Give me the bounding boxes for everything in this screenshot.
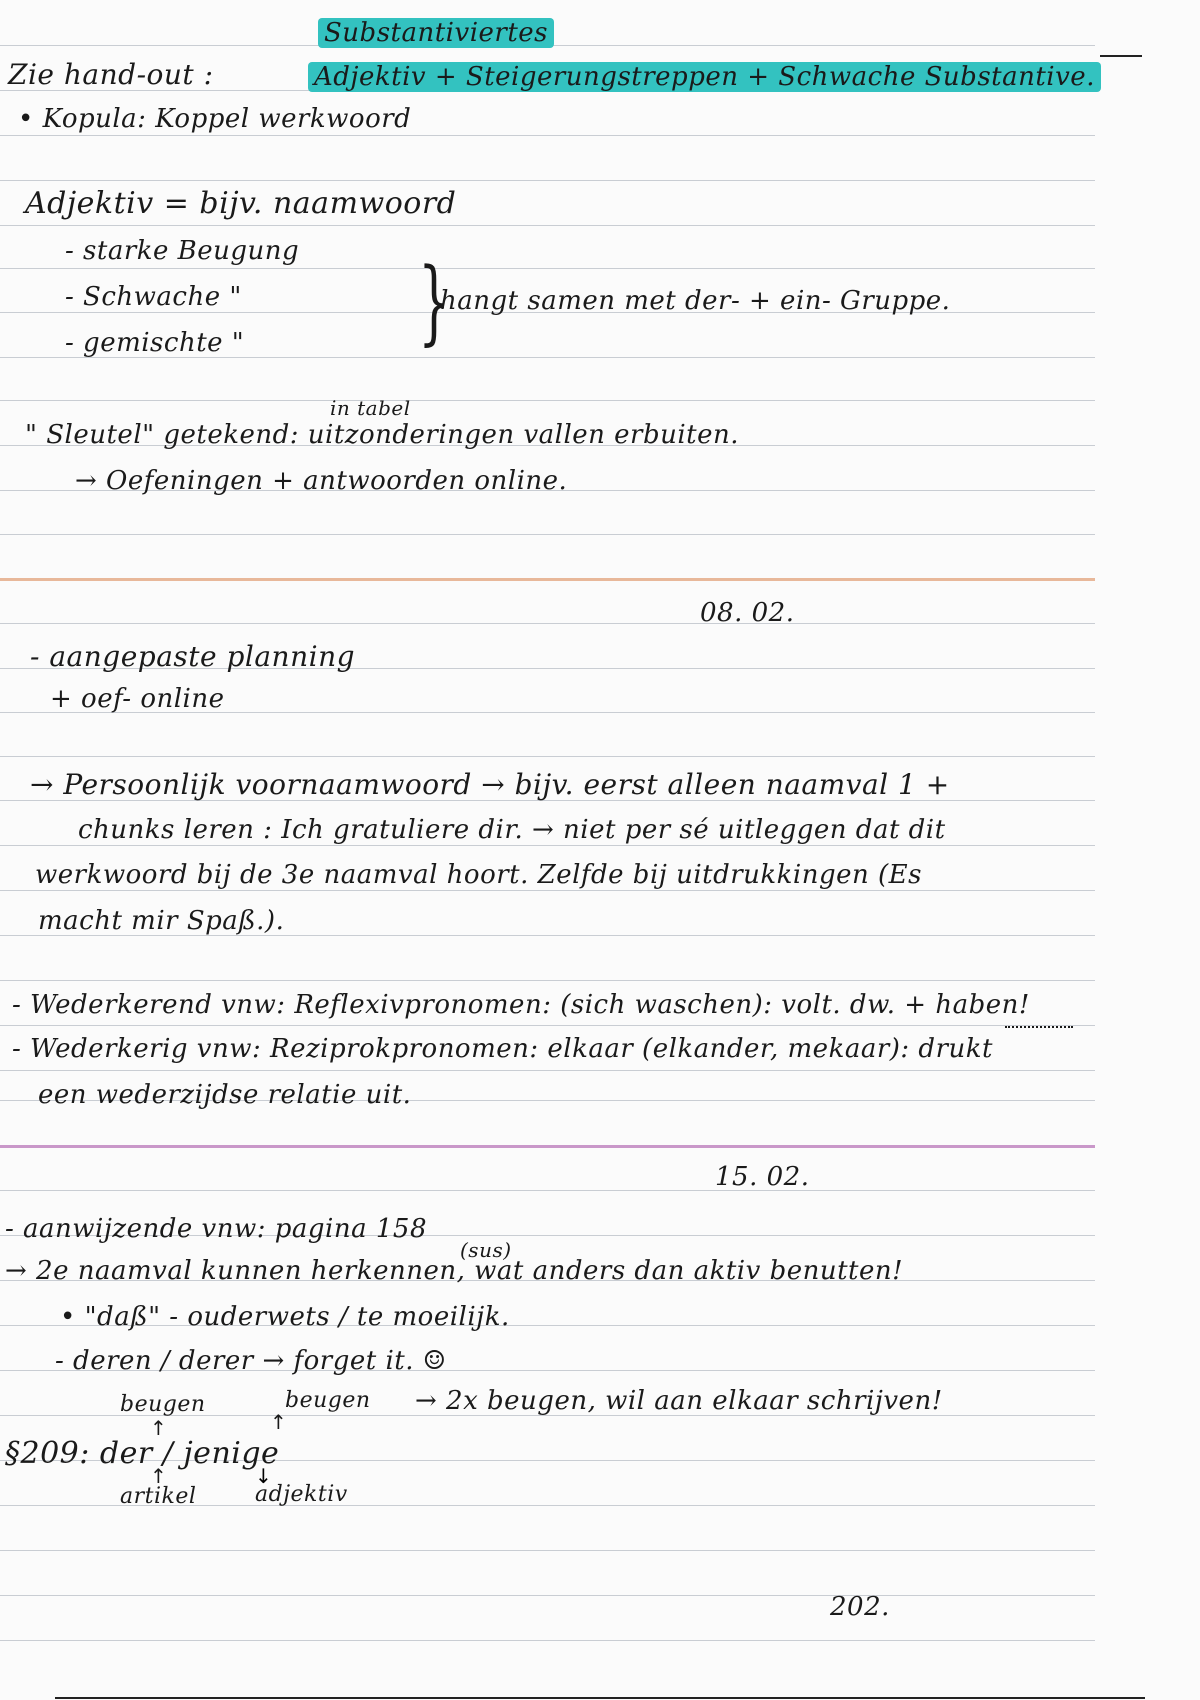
sleutel-line: " Sleutel" getekend: uitzonderingen vallen erbuiten. <box>25 420 740 450</box>
ruled-line <box>0 1190 1095 1191</box>
oefeningen-line: → Oefeningen + antwoorden online. <box>75 466 568 496</box>
ruled-line <box>0 845 1095 846</box>
ruled-line <box>0 623 1095 624</box>
handout-label: Zie hand-out : <box>8 58 214 91</box>
ruled-line <box>0 225 1095 226</box>
deren-line: - deren / derer → forget it. ☺ <box>55 1346 447 1376</box>
haben-underline <box>1005 1020 1073 1028</box>
date-08-02: 08. 02. <box>700 598 795 628</box>
naamval-line: → 2e naamval kunnen herkennen, wat anders dan aktiv benutten! <box>5 1256 904 1286</box>
pers-line-3: werkwoord bij de 3e naamval hoort. Zelfde bij uitdrukkingen (Es <box>35 860 922 890</box>
adjektiv-item-schwache: - Schwache " <box>65 282 242 312</box>
dass-line: • "daß" - ouderwets / te moeilijk. <box>60 1302 510 1332</box>
date-15-02: 15. 02. <box>715 1162 810 1192</box>
margin-mark <box>1100 55 1142 57</box>
pers-line-4: macht mir Spaß.). <box>38 906 285 936</box>
bottom-rule <box>55 1697 1145 1699</box>
ruled-line <box>0 1025 1095 1026</box>
adjektiv-item-gemischte: - gemischte " <box>65 328 245 358</box>
adjektiv-heading: Adjektiv = bijv. naamwoord <box>25 186 457 221</box>
ruled-line <box>0 1070 1095 1071</box>
adjektiv-label: adjektiv <box>255 1482 348 1507</box>
ruled-line <box>0 268 1095 269</box>
wederkerend-line: - Wederkerend vnw: Reflexivpronomen: (sich waschen): volt. dw. + haben! <box>12 990 1030 1020</box>
wederkerig-line: - Wederkerig vnw: Reziprokpronomen: elkaar (elkander, mekaar): drukt <box>12 1034 993 1064</box>
aanwijzende-line: - aanwijzende vnw: pagina 158 <box>5 1214 428 1244</box>
brace-note: hangt samen met der- + ein- Gruppe. <box>440 286 951 316</box>
kopula-note: • Kopula: Koppel werkwoord <box>18 104 412 134</box>
pers-line-2: chunks leren : Ich gratuliere dir. → niet per sé uitleggen dat dit <box>78 815 946 845</box>
arrow-down-icon: ↓ <box>255 1464 272 1488</box>
ruled-line <box>0 890 1095 891</box>
arrow-up-icon: ↑ <box>150 1416 167 1440</box>
planning-line-2: + oef- online <box>50 684 225 714</box>
section-divider-purple <box>0 1145 1095 1148</box>
beugen-label-2: beugen <box>285 1388 371 1413</box>
ruled-line <box>0 534 1095 535</box>
arrow-up-icon: ↑ <box>270 1410 287 1434</box>
pers-line-1: → Persoonlijk voornaamwoord → bijv. eerst alleen naamval 1 + <box>30 768 950 801</box>
page-number: 202. <box>830 1592 890 1622</box>
beugen-label-1: beugen <box>120 1392 206 1417</box>
planning-line-1: - aangepaste planning <box>30 640 356 673</box>
heading-substantiviertes: Substantiviertes <box>318 18 554 48</box>
arrow-up-icon: ↑ <box>150 1464 167 1488</box>
section-divider-orange <box>0 578 1095 581</box>
curly-brace: } <box>418 248 451 355</box>
ruled-line <box>0 180 1095 181</box>
wederkerig-line-2: een wederzijdse relatie uit. <box>38 1080 412 1110</box>
csus-note: (sus) <box>460 1238 512 1262</box>
paragraph-209: §209: der / jenige <box>5 1436 280 1471</box>
ruled-line <box>0 135 1095 136</box>
ruled-line <box>0 1595 1095 1596</box>
in-tabel-note: in tabel <box>330 396 411 420</box>
adjektiv-item-starke: - starke Beugung <box>65 236 300 266</box>
beugen-note: → 2x beugen, wil aan elkaar schrijven! <box>415 1386 943 1416</box>
ruled-line <box>0 1640 1095 1641</box>
ruled-line <box>0 756 1095 757</box>
artikel-label: artikel <box>120 1484 197 1509</box>
handout-topics: Adjektiv + Steigerungstreppen + Schwache Substantive. <box>308 62 1101 92</box>
ruled-line <box>0 400 1095 401</box>
ruled-line <box>0 980 1095 981</box>
ruled-line <box>0 1550 1095 1551</box>
